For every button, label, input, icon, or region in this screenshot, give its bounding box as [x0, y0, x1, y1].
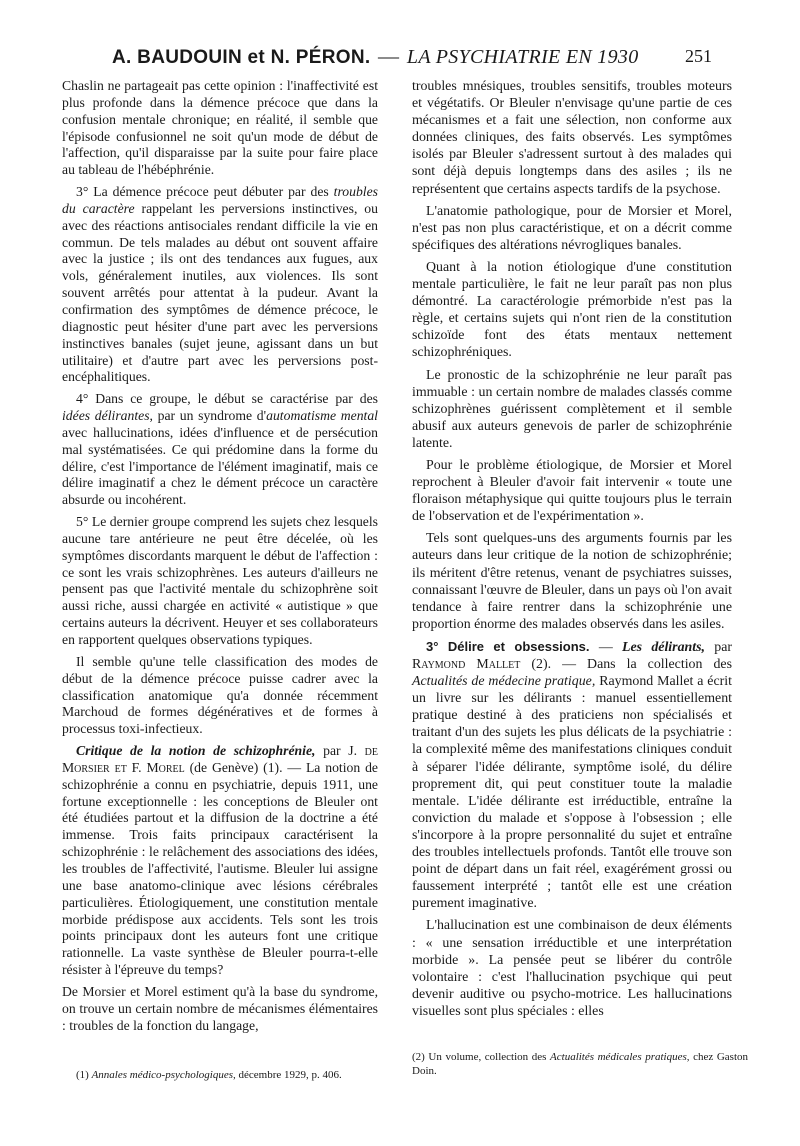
- authors-name: Raymond Mallet: [412, 657, 521, 672]
- right-column: [412, 78, 732, 1025]
- header-authors: A. BAUDOUIN et N. PÉRON.: [112, 47, 371, 68]
- page-number: 251: [685, 46, 712, 66]
- paragraph: Chaslin ne partageait pas cette opinion : l'inaffectivité est plus profonde dans la démence précoce que dans la confusion mentale chronique; en réalité, il semble que l'épisode confusionnel ne soit qu'un mode de début de l'affection, qu'il disparaisse par la suite pour faire place au tableau de l'hébéphrénie.: [62, 78, 378, 178]
- paragraph: De Morsier et Morel estiment qu'à la base du syndrome, on trouve un certain nombre de mécanismes élémentaires : troubles de la fonction du langage,: [62, 983, 378, 1033]
- left-column: [62, 78, 378, 1039]
- paragraph: Le pronostic de la schizophrénie ne leur paraît pas immuable : un certain nombre de malades classés comme schizophrènes guérissent complètement et il semble abusif aux auteurs genevois de parler de schizophrénie latente.: [412, 367, 732, 451]
- running-header: [112, 44, 712, 74]
- footnote-1: (1) Annales médico-psychologiques, décembre 1929, p. 406.: [76, 1069, 342, 1081]
- paragraph: Pour le problème étiologique, de Morsier et Morel reprochent à Bleuler d'avoir fait intervenir « toute une floraison métaphysique qui quitte toujours plus le terrain de l'observation et de l'expérimentation ».: [412, 457, 732, 525]
- paragraph: L'anatomie pathologique, pour de Morsier et Morel, n'est pas non plus caractéristique, et on a décrit comme spécifiques des altérations névrogliques banales.: [412, 203, 732, 253]
- authors-name: J. de Morsier et F. Morel: [62, 743, 378, 775]
- book-title: Les délirants,: [622, 639, 705, 655]
- paragraph: Il semble qu'une telle classification des modes de début de la démence précoce puisse cadrer avec la classification anatomique qu'a donnée récemment Marchoud de formes dégénératives et de formes à processus toxi-infectieux.: [62, 653, 378, 737]
- paragraph: L'hallucination est une combinaison de deux éléments : « une sensation irréductible et une interprétation morbide ». La pensée peut se libérer du contrôle volontaire : c'est l'hallucination psychique qui peut devenir auditive ou psycho-motrice. Les hallucinations visuelles sont plus spéciales : elles: [412, 918, 732, 1019]
- paragraph: troubles mnésiques, troubles sensitifs, troubles moteurs et végétatifs. Or Bleuler n'envisage qu'une partie de ces mécanismes et a fait une sélection, non conforme aux données cliniques, des faits observés. Les symptômes isolés par Bleuler s'adressent surtout à des malades qui sont déjà depuis longtemps dans des asiles ; ils ne représentent que certains aspects tardifs de la psychose.: [412, 79, 732, 197]
- running-title: [112, 44, 639, 69]
- header-separator: —: [378, 44, 400, 68]
- section-heading: 3° Délire et obsessions.: [426, 638, 590, 654]
- section-heading: Critique de la notion de schizophrénie,: [76, 743, 316, 759]
- paragraph: 5° Le dernier groupe comprend les sujets chez lesquels aucune tare antérieure ne peut être décelée, où les symptômes discordants marquent le début de l'affection : ce sont les vrais schizophrènes. Les auteurs d'ailleurs ne pensent pas que l'activité mentale du schizophrène soit aussi riche, aussi chargée en activité « autistique » que certains auteurs la décrivent. Heuyer et ses collaborateurs en rapportent quelques observations typiques.: [62, 514, 378, 647]
- paragraph: Tels sont quelques-uns des arguments fournis par les auteurs dans leur critique de la notion de schizophrénie; ils méritent d'être retenus, venant de psychiatres suisses, connaissant l'œuvre de Bleuler, dans un pays où l'on avait tendance à faire rentrer dans la schizophrénie une proportion énorme des malades observés dans les asiles.: [412, 531, 732, 632]
- paragraph: 3° La démence précoce peut débuter par des troubles du caractère rappelant les perversions instinctives, ou avec des réactions antisociales rendant difficile la vie en commun. De tels malades au début ont souvent affaire avec la justice ; ils ont des tendances aux fugues, aux vols, généralement inutiles, aux violences. Ils sont souvent arrêtés pour attentat à la pudeur. Avant la confirmation des symptômes de démence précoce, le diagnostic peut hésiter d'une part avec les perversions instinctives banales (sujet jeune, agissant dans un but utilitaire) et d'autre part avec les perversions post-encéphalitiques.: [62, 184, 378, 385]
- paragraph: 4° Dans ce groupe, le début se caractérise par des idées délirantes, par un syndrome d'automatisme mental avec hallucinations, idées d'influence et de persécution mal systématisées. Ce qui prédomine dans la forme du délire, c'est l'importance de l'élément imaginatif, mais ce délire imaginatif a chez le dément précoce un caractère absurde ou incohérent.: [62, 391, 378, 508]
- section-paragraph: Critique de la notion de schizophrénie, par J. de Morsier et F. Morel (de Genève) (1). — La notion de schizophrénie a connu en psychiatrie, depuis 1911, une fortune exceptionnelle : les conceptions de Bleuler ont été étudiées partout et la diffusion de la doctrine a été immense. Trois faits principaux caractérisent la schizophrénie : le relâchement des associations des idées, les troubles de l'affectivité, l'autisme. Bleuler lui assigne une base anatomo-clinique avec lésions cérébrales particulières. Étiologiquement, une constitution mentale morbide prédispose aux accidents. Tels sont les trois points principaux dont les auteurs font une critique rationnelle. La vaste synthèse de Bleuler pourra-t-elle résister à l'épreuve du temps?: [62, 743, 378, 978]
- footnote-2: (2) Un volume, collection des Actualités médicales pratiques, chez Gaston Doin.: [412, 1051, 748, 1077]
- header-book-title: LA PSYCHIATRIE EN 1930: [406, 46, 639, 68]
- paragraph: Quant à la notion étiologique d'une constitution mentale particulière, le fait ne leur paraît pas non plus démontré. La caractérologie prémorbide n'est pas la règle, et certains sujets qui n'ont rien de la constitution schizoïde font des états mentaux nettement schizophréniques.: [412, 259, 732, 361]
- section-paragraph: 3° Délire et obsessions. — Les délirants, par Raymond Mallet (2). — Dans la collection des Actualités de médecine pratique, Raymond Mallet a écrit un livre sur les délirants : manuel essentiellement pratique destiné à des praticiens non spécialisés et traitant d'un des sujets les plus délicats de la psychiatrie : la complexité même des manifestations cliniques conduit à séparer l'idée délirante, symptôme isolé, du délire proprement dit, qui peut constituer toute la maladie mentale. L'idée délirante est irréductible, entraîne la conviction du malade et s'oppose à l'obsession ; elle s'incorpore à la propre personnalité du sujet et entraîne des troubles intellectuels profonds. Tantôt elle trouve son point de départ dans un fait réel, exagérément grossi ou faussement interprété ; tantôt elle est une création purement imaginative.: [412, 638, 733, 912]
